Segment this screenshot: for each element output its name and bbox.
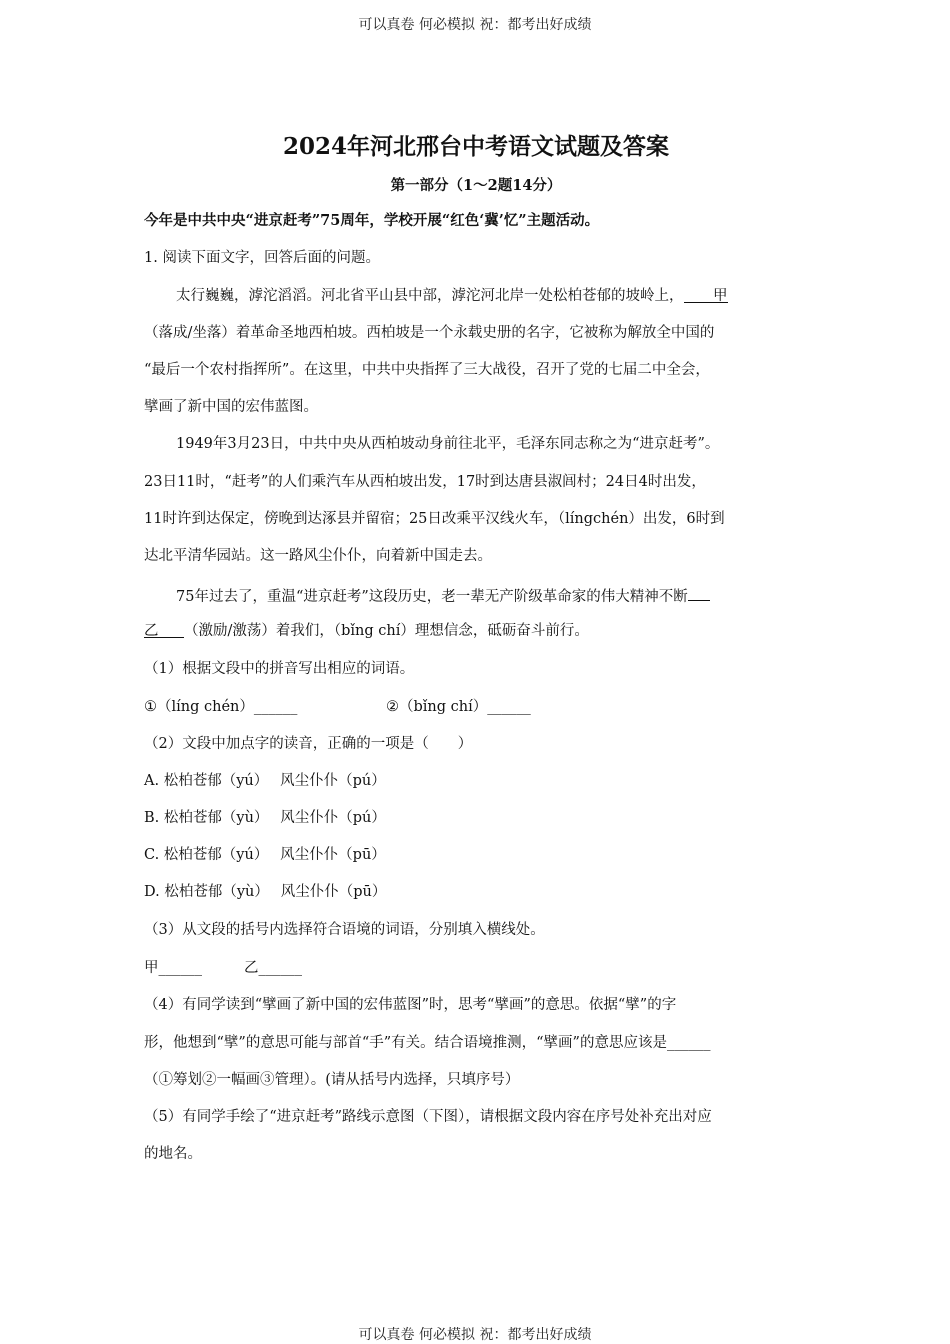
option-a [144, 771, 386, 791]
option-b [144, 808, 386, 828]
page-title: 2024年河北邢台中考语文试题及答案 [282, 133, 669, 160]
subquestion-3-yi: 乙______ [244, 960, 302, 976]
option-label: D. [144, 884, 160, 900]
blank-yi-start [688, 584, 710, 601]
subquestion-1-a: ①（líng chén）______ [144, 699, 298, 715]
subquestion-3: （3）从文段的括号内选择符合语境的词语，分别填入横线处。 [144, 922, 545, 938]
option-c [144, 845, 386, 865]
subquestion-4-line2: 形，他想到“擘”的意思可能与部首“手”有关。结合语境推测，“擘画”的意思应该是______ [144, 1035, 711, 1051]
option-text: 松柏苍郁（yù） 风尘仆仆（pú） [163, 810, 386, 826]
passage-p1-line2: （落成/坐落）着革命圣地西柏坡。西柏坡是一个永载史册的名字，它被称为解放全中国的 [144, 325, 715, 341]
subquestion-1-b: ②（bǐng chí）______ [386, 699, 531, 715]
option-text: 松柏苍郁（yú） 风尘仆仆（pū） [163, 847, 386, 863]
page-header: 可以真卷 何必模拟 祝：都考出好成绩 [358, 17, 592, 33]
passage-p2-line2: 23日11时，“赶考”的人们乘汽车从西柏坡出发，17时到达唐县淑闾村；24日4时出发， [144, 474, 706, 490]
passage-p3-line1 [176, 584, 710, 607]
option-label: A. [144, 773, 160, 789]
passage-text: 太行巍巍，滹沱滔滔。河北省平山县中部，滹沱河北岸一处松柏苍郁的坡岭上， [176, 288, 684, 304]
passage-p2-line1: 1949年3月23日，中共中央从西柏坡动身前往北平，毛泽东同志称之为“进京赶考”。 [176, 436, 720, 452]
option-label: B. [144, 810, 160, 826]
section-heading: 第一部分（1～2题14分） [390, 177, 562, 194]
passage-p1-line4: 擘画了新中国的宏伟蓝图。 [144, 399, 318, 415]
subquestion-1: （1）根据文段中的拼音写出相应的词语。 [144, 661, 415, 677]
intro-text: 今年是中共中央“进京赶考”75周年，学校开展“红色‘冀’忆”主题活动。 [144, 212, 600, 229]
passage-p1-line3: “最后一个农村指挥所”。在这里，中共中央指挥了三大战役，召开了党的七届二中全会， [144, 362, 710, 378]
option-text: 松柏苍郁（yù） 风尘仆仆（pū） [164, 884, 387, 900]
page-footer: 可以真卷 何必模拟 祝：都考出好成绩 [358, 1327, 592, 1343]
question-1: 1. 阅读下面文字，回答后面的问题。 [144, 250, 380, 266]
option-label: C. [144, 847, 160, 863]
blank-yi: 乙 [144, 621, 184, 638]
passage-p3-line2 [144, 621, 589, 641]
passage-text: 75年过去了，重温“进京赶考”这段历史，老一辈无产阶级革命家的伟大精神不断 [176, 589, 688, 605]
passage-p1-line1 [176, 286, 728, 306]
option-d [144, 882, 386, 902]
passage-p2-line3: 11时许到达保定，傍晚到达涿县并留宿；25日改乘平汉线火车，（língchén）出发，6时到 [144, 511, 725, 527]
subquestion-4-line3: （①筹划②一幅画③管理）。(请从括号内选择，只填序号） [144, 1072, 520, 1088]
subquestion-3-jia: 甲______ [144, 960, 202, 976]
subquestion-5-line2: 的地名。 [144, 1146, 202, 1162]
option-text: 松柏苍郁（yú） 风尘仆仆（pú） [163, 773, 386, 789]
blank-jia: 甲 [684, 286, 728, 303]
passage-text: （激励/激荡）着我们，（bǐng chí）理想信念，砥砺奋斗前行。 [184, 623, 589, 639]
subquestion-4-line1: （4）有同学读到“擘画了新中国的宏伟蓝图”时，思考“擘画”的意思。依据“擘”的字 [144, 997, 677, 1013]
passage-p2-line4: 达北平清华园站。这一路风尘仆仆，向着新中国走去。 [144, 548, 492, 564]
subquestion-2: （2）文段中加点字的读音，正确的一项是（ ） [144, 736, 473, 752]
subquestion-5-line1: （5）有同学手绘了“进京赶考”路线示意图（下图），请根据文段内容在序号处补充出对应 [144, 1109, 712, 1125]
